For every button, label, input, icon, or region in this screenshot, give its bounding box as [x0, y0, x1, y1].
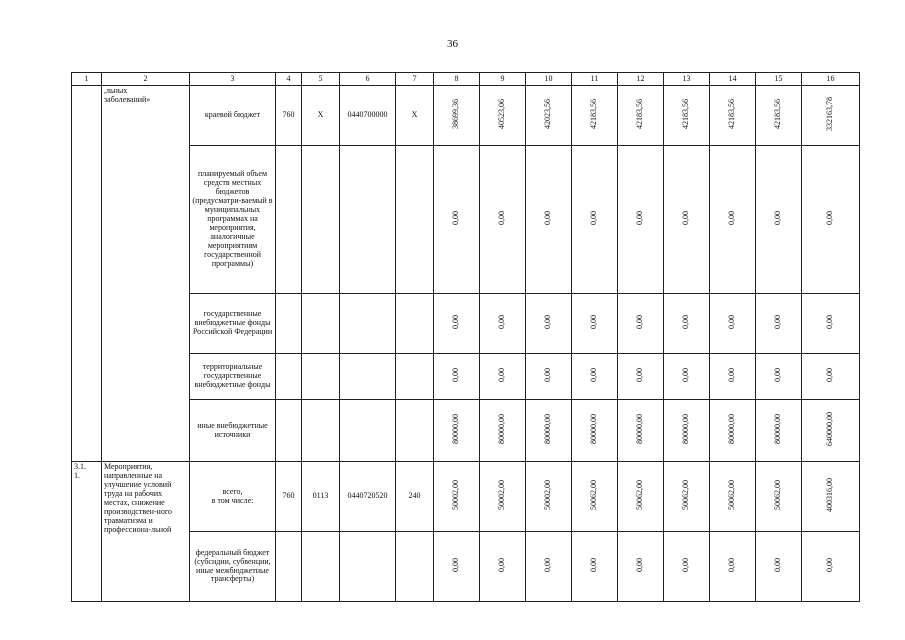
- funding-source: всего, в том числе:: [190, 462, 276, 532]
- value-text: 0,00: [727, 211, 737, 226]
- value-text: 0,00: [681, 211, 691, 226]
- value-text: 0,00: [589, 211, 599, 226]
- column-number: 14: [710, 73, 756, 86]
- value-cell: [618, 400, 664, 462]
- value-cell: [480, 146, 526, 294]
- column-number: 12: [618, 73, 664, 86]
- value-cell: [434, 462, 480, 532]
- column-number: 15: [756, 73, 802, 86]
- value-cell: [802, 462, 860, 532]
- value-text: 0,00: [589, 368, 599, 383]
- measure-name: ,льных заболеваний»: [102, 86, 190, 462]
- value-text: 80000,00: [681, 414, 691, 445]
- value-cell: [480, 462, 526, 532]
- funding-source: планируемый объем средств местных бюджетов (предусматри-ваемый в муниципальных программах на мероприятия, аналогичные мероприятиям государственной программы): [190, 146, 276, 294]
- value-text: 0,00: [497, 558, 507, 573]
- grbs-code: [276, 294, 302, 354]
- value-text: 0,00: [727, 558, 737, 573]
- value-text: 640000,00: [825, 412, 835, 447]
- value-text: 0,00: [773, 368, 783, 383]
- value-cell: [572, 400, 618, 462]
- value-text: 0,00: [589, 315, 599, 330]
- vr-code: [396, 400, 434, 462]
- value-text: 50062,00: [589, 480, 599, 511]
- value-cell: [756, 354, 802, 400]
- row-number-cell: [72, 86, 102, 462]
- csr-code: [340, 400, 396, 462]
- vr-code: [396, 532, 434, 602]
- value-text: 0,00: [635, 558, 645, 573]
- value-text: 0,00: [825, 211, 835, 226]
- header-row: [72, 73, 860, 86]
- column-number: 1: [72, 73, 102, 86]
- value-text: 0,00: [727, 368, 737, 383]
- rzpr-code: [302, 532, 340, 602]
- value-text: 0,00: [451, 558, 461, 573]
- column-number: 5: [302, 73, 340, 86]
- column-number: 16: [802, 73, 860, 86]
- table-row: [72, 354, 860, 400]
- funding-source: краевой бюджет: [190, 86, 276, 146]
- value-text: 80000,00: [497, 414, 507, 445]
- funding-source: государственные внебюджетные фонды Российской Федерации: [190, 294, 276, 354]
- csr-code: [340, 532, 396, 602]
- value-cell: [618, 462, 664, 532]
- table-row: [72, 294, 860, 354]
- funding-source: территориальные государственные внебюджетные фонды: [190, 354, 276, 400]
- value-cell: [572, 146, 618, 294]
- value-cell: [802, 354, 860, 400]
- value-text: 0,00: [635, 211, 645, 226]
- value-text: 80000,00: [773, 414, 783, 445]
- value-cell: [434, 354, 480, 400]
- value-text: 0,00: [635, 315, 645, 330]
- value-cell: [526, 86, 572, 146]
- value-text: 50062,00: [773, 480, 783, 511]
- value-cell: [710, 462, 756, 532]
- grbs-code: [276, 146, 302, 294]
- rzpr-code: Х: [302, 86, 340, 146]
- value-cell: [526, 400, 572, 462]
- value-cell: [480, 354, 526, 400]
- value-text: 0,00: [497, 368, 507, 383]
- value-cell: [710, 532, 756, 602]
- grbs-code: 760: [276, 86, 302, 146]
- rzpr-code: 0113: [302, 462, 340, 532]
- table-row: [72, 462, 860, 532]
- value-text: 80000,00: [727, 414, 737, 445]
- rzpr-code: [302, 354, 340, 400]
- value-text: 80000,00: [635, 414, 645, 445]
- value-cell: [664, 400, 710, 462]
- value-text: 0,00: [825, 368, 835, 383]
- column-number: 2: [102, 73, 190, 86]
- value-text: 42183,56: [589, 99, 599, 130]
- value-cell: [756, 294, 802, 354]
- value-cell: [618, 532, 664, 602]
- value-cell: [434, 400, 480, 462]
- value-cell: [664, 146, 710, 294]
- value-text: 80000,00: [543, 414, 553, 445]
- vr-code: [396, 354, 434, 400]
- value-cell: [710, 294, 756, 354]
- grbs-code: [276, 354, 302, 400]
- value-cell: [710, 354, 756, 400]
- measure-name: Мероприятия, направленные на улучшение условий труда на рабочих местах, снижение производствен-ного травматизма и профессиона-льной: [102, 462, 190, 602]
- value-text: 0,00: [451, 211, 461, 226]
- value-text: 42183,56: [773, 99, 783, 130]
- rzpr-code: [302, 400, 340, 462]
- value-cell: [480, 86, 526, 146]
- value-cell: [710, 146, 756, 294]
- value-text: 80000,00: [589, 414, 599, 445]
- budget-table: [71, 72, 860, 602]
- value-cell: [526, 294, 572, 354]
- page-number: 36: [447, 38, 458, 50]
- value-text: 0,00: [681, 315, 691, 330]
- value-cell: [480, 294, 526, 354]
- value-text: 40523,06: [497, 99, 507, 130]
- table-row: [72, 146, 860, 294]
- value-cell: [710, 400, 756, 462]
- value-cell: [434, 532, 480, 602]
- value-cell: [572, 532, 618, 602]
- value-text: 0,00: [773, 211, 783, 226]
- value-cell: [756, 400, 802, 462]
- value-cell: [802, 294, 860, 354]
- vr-code: [396, 294, 434, 354]
- value-cell: [802, 532, 860, 602]
- value-text: 0,00: [543, 211, 553, 226]
- value-text: 332163,78: [825, 97, 835, 132]
- value-text: 42183,56: [635, 99, 645, 130]
- value-cell: [572, 354, 618, 400]
- vr-code: [396, 146, 434, 294]
- value-cell: [572, 462, 618, 532]
- grbs-code: [276, 400, 302, 462]
- value-cell: [526, 354, 572, 400]
- column-number: 10: [526, 73, 572, 86]
- value-text: 0,00: [825, 315, 835, 330]
- table-row: [72, 532, 860, 602]
- value-text: 50002,00: [497, 480, 507, 511]
- value-cell: [802, 146, 860, 294]
- grbs-code: 760: [276, 462, 302, 532]
- value-text: 38699,36: [451, 99, 461, 130]
- column-number: 8: [434, 73, 480, 86]
- value-text: 50002,00: [543, 480, 553, 511]
- value-text: 400316,00: [825, 478, 835, 513]
- csr-code: 0440700000: [340, 86, 396, 146]
- value-cell: [434, 294, 480, 354]
- value-text: 0,00: [543, 368, 553, 383]
- csr-code: [340, 294, 396, 354]
- value-cell: [434, 86, 480, 146]
- value-text: 0,00: [681, 368, 691, 383]
- column-number: 4: [276, 73, 302, 86]
- value-text: 0,00: [589, 558, 599, 573]
- funding-source: федеральный бюджет (субсидии, субвенции, иные межбюджетные трансферты): [190, 532, 276, 602]
- value-cell: [756, 146, 802, 294]
- value-cell: [526, 462, 572, 532]
- vr-code: Х: [396, 86, 434, 146]
- value-text: 42023,56: [543, 99, 553, 130]
- value-text: 0,00: [635, 368, 645, 383]
- column-number: 6: [340, 73, 396, 86]
- value-text: 0,00: [543, 315, 553, 330]
- column-number: 9: [480, 73, 526, 86]
- value-text: 42183,56: [681, 99, 691, 130]
- column-number: 3: [190, 73, 276, 86]
- column-number: 7: [396, 73, 434, 86]
- value-cell: [664, 294, 710, 354]
- value-cell: [618, 354, 664, 400]
- grbs-code: [276, 532, 302, 602]
- table-row: [72, 400, 860, 462]
- value-text: 0,00: [773, 315, 783, 330]
- value-text: 50002,00: [451, 480, 461, 511]
- value-cell: [480, 400, 526, 462]
- value-text: 0,00: [543, 558, 553, 573]
- value-text: 42183,56: [727, 99, 737, 130]
- value-cell: [434, 146, 480, 294]
- value-cell: [756, 532, 802, 602]
- funding-source: иные внебюджетные источники: [190, 400, 276, 462]
- value-text: 0,00: [681, 558, 691, 573]
- value-text: 50062,00: [727, 480, 737, 511]
- value-text: 80000,00: [451, 414, 461, 445]
- value-text: 50062,00: [635, 480, 645, 511]
- value-text: 0,00: [451, 315, 461, 330]
- value-cell: [664, 462, 710, 532]
- value-cell: [664, 354, 710, 400]
- value-cell: [664, 532, 710, 602]
- value-text: 0,00: [727, 315, 737, 330]
- value-cell: [618, 294, 664, 354]
- row-number-cell: 3.1. 1.: [72, 462, 102, 602]
- vr-code: 240: [396, 462, 434, 532]
- value-cell: [480, 532, 526, 602]
- csr-code: [340, 354, 396, 400]
- value-text: 0,00: [451, 368, 461, 383]
- table-row: [72, 86, 860, 146]
- value-cell: [572, 86, 618, 146]
- value-cell: [802, 86, 860, 146]
- column-number: 11: [572, 73, 618, 86]
- value-cell: [618, 86, 664, 146]
- value-cell: [526, 146, 572, 294]
- value-cell: [756, 86, 802, 146]
- csr-code: [340, 146, 396, 294]
- value-cell: [526, 532, 572, 602]
- value-text: 0,00: [497, 315, 507, 330]
- value-cell: [618, 146, 664, 294]
- value-cell: [710, 86, 756, 146]
- value-text: 50062,00: [681, 480, 691, 511]
- value-cell: [802, 400, 860, 462]
- rzpr-code: [302, 294, 340, 354]
- value-cell: [756, 462, 802, 532]
- value-text: 0,00: [773, 558, 783, 573]
- value-cell: [572, 294, 618, 354]
- rzpr-code: [302, 146, 340, 294]
- value-text: 0,00: [497, 211, 507, 226]
- csr-code: 0440720520: [340, 462, 396, 532]
- value-text: 0,00: [825, 558, 835, 573]
- value-cell: [664, 86, 710, 146]
- column-number: 13: [664, 73, 710, 86]
